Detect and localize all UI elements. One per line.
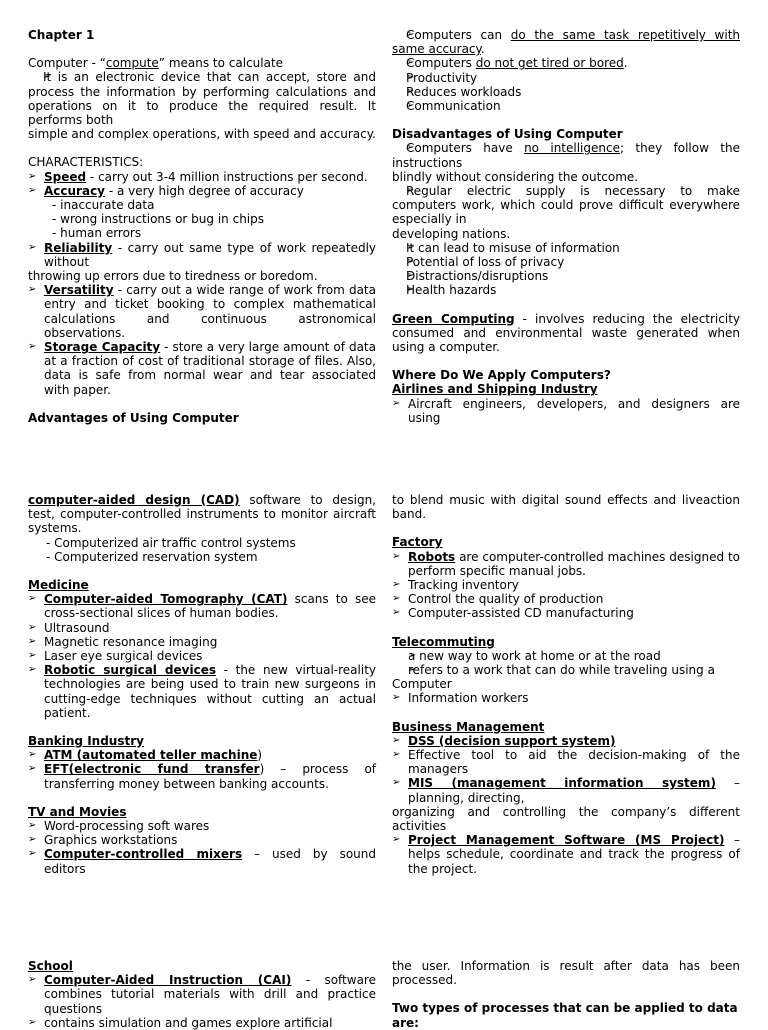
cad-paragraph: computer-aided design (CAD) software to design, test, computer-controlled instruments to monitor aircraft systems. — [28, 493, 376, 536]
accuracy-sub-item: - inaccurate data — [52, 198, 155, 213]
disadvantage-item: ➢ Potential of loss of privacy — [392, 255, 740, 269]
medicine-item: ➢ Laser eye surgical devices — [28, 649, 376, 663]
atm-item: ➢ ATM (automated teller machine) — [28, 748, 376, 762]
medicine-heading: Medicine — [28, 578, 89, 593]
cad-sub-item: - Computerized air traffic control systems — [46, 535, 296, 550]
where-heading: Where Do We Apply Computers? — [392, 368, 611, 383]
factory-item: ➢ Control the quality of production — [392, 592, 740, 606]
power-supply-item: ➢ Regular electric supply is necessary to make computers work, which could prove difficult everywhere especially in — [392, 184, 740, 227]
advantages-heading: Advantages of Using Computer — [28, 410, 239, 425]
same-task-item: ➢ Computers can do the same task repetitively with same accuracy. — [392, 28, 740, 56]
chapter-title: Chapter 1 — [28, 28, 95, 42]
computer-definition: Computer - “compute” means to calculate — [28, 56, 284, 71]
disadvantage-item: ➢ It can lead to misuse of information — [392, 241, 740, 255]
accuracy-sub-item: - human errors — [52, 226, 142, 241]
simulation-item: ➢ contains simulation and games explore artificial — [28, 1016, 376, 1030]
disadvantage-item: ➢ Health hazards — [392, 283, 740, 297]
accuracy-item: ➢ Accuracy - a very high degree of accuracy — [28, 184, 376, 198]
power-supply-continuation: developing nations. — [392, 226, 511, 241]
airlines-item: ➢ Aircraft engineers, developers, and designers are using — [392, 397, 740, 425]
information-text: the user. Information is result after data has been processed. — [392, 959, 740, 988]
robotic-surgical-item: ➢ Robotic surgical devices - the new virtual-reality technologies are being used to train new surgeons in cutting-edge techniques without cutting an actual patient. — [28, 663, 376, 720]
eft-item: ➢ EFT(electronic fund transfer) – process of transferring money between banking accounts. — [28, 762, 376, 790]
versatility-item: ➢ Versatility - carry out a wide range of work from data entry and ticket booking to complex mathematical calculations and continuous astronomical observations. — [28, 283, 376, 340]
factory-item: ➢ Computer-assisted CD manufacturing — [392, 606, 740, 620]
tv-item: ➢ Word-processing soft wares — [28, 819, 376, 833]
tv-item: ➢ Graphics workstations — [28, 833, 376, 847]
speed-item: ➢ Speed - carry out 3-4 million instructions per second. — [28, 170, 376, 184]
definition-bullet: ➢ It is an electronic device that can accept, store and process the information by performing calculations and operations on it to produce the required result. It performs both — [28, 70, 376, 127]
green-computing-paragraph: Green Computing - involves reducing the electricity consumed and environmental waste generated when using a computer. — [392, 311, 741, 355]
advantage-item: ➢ Reduces workloads — [392, 85, 740, 99]
school-heading: School — [28, 959, 73, 973]
advantage-item: ➢ Communication — [392, 99, 740, 113]
tv-heading: TV and Movies — [28, 804, 127, 819]
effective-tool-item: ➢ Effective tool to aid the decision-making of the managers — [392, 748, 740, 776]
block1-right-column — [392, 28, 740, 425]
banking-heading: Banking Industry — [28, 734, 144, 749]
telecommuting-item: ➢ Information workers — [392, 691, 740, 705]
mis-continuation: organizing and controlling the company’s different activities — [392, 804, 740, 834]
telecommuting-item: ➢ refers to a work that can do while traveling using a — [392, 663, 740, 677]
robots-item: ➢ Robots are computer-controlled machines designed to perform specific manual jobs. — [392, 550, 740, 578]
project-management-item: ➢ Project Management Software (MS Project) – helps schedule, coordinate and track the progress of the project. — [392, 833, 740, 876]
reliability-continuation: throwing up errors due to tiredness or boredom. — [28, 269, 318, 284]
telecommuting-continuation: Computer — [392, 677, 452, 692]
cat-item: ➢ Computer-aided Tomography (CAT) scans to see cross-sectional slices of human bodies. — [28, 592, 376, 620]
block2-left-column — [28, 493, 376, 876]
cai-item: ➢ Computer-Aided Instruction (CAI) - software combines tutorial materials with drill and practice questions — [28, 973, 376, 1016]
blend-music-text: to blend music with digital sound effects and liveaction band. — [392, 493, 740, 522]
medicine-item: ➢ Magnetic resonance imaging — [28, 635, 376, 649]
factory-item: ➢ Tracking inventory — [392, 578, 740, 592]
mis-item: ➢ MIS (management information system) – planning, directing, — [392, 776, 740, 804]
telecommuting-item: ➢ a new way to work at home or at the road — [392, 649, 740, 663]
business-heading: Business Management — [392, 719, 545, 734]
characteristics-heading: CHARACTERISTICS: — [28, 155, 144, 170]
block3-right-column — [392, 959, 740, 1030]
reliability-item: ➢ Reliability - carry out same type of work repeatedly without — [28, 241, 376, 269]
no-intelligence-continuation: blindly without considering the outcome. — [392, 169, 639, 184]
airlines-heading: Airlines and Shipping Industry — [392, 382, 598, 397]
block1-left-column — [28, 28, 376, 425]
not-tired-item: ➢ Computers do not get tired or bored. — [392, 56, 740, 70]
cad-sub-item: - Computerized reservation system — [46, 549, 258, 564]
block2-right-column — [392, 493, 740, 876]
disadvantages-heading: Disadvantages of Using Computer — [392, 127, 623, 142]
block3-left-column — [28, 959, 376, 1030]
medicine-item: ➢ Ultrasound — [28, 621, 376, 635]
advantage-item: ➢ Productivity — [392, 71, 740, 85]
mixers-item: ➢ Computer-controlled mixers – used by sound editors — [28, 847, 376, 875]
no-intelligence-item: ➢ Computers have no intelligence; they follow the instructions — [392, 141, 740, 169]
definition-continuation: simple and complex operations, with speed and accuracy. — [28, 127, 376, 142]
two-types-heading: Two types of processes that can be applied to data are: — [392, 1001, 738, 1030]
dss-item: ➢ DSS (decision support system) — [392, 734, 740, 748]
factory-heading: Factory — [392, 535, 443, 550]
storage-item: ➢ Storage Capacity - store a very large amount of data at a fraction of cost of traditional storage of files. Also, data is safe from normal wear and tear associated with paper. — [28, 340, 376, 397]
accuracy-sub-item: - wrong instructions or bug in chips — [52, 212, 264, 227]
telecommuting-heading: Telecommuting — [392, 634, 495, 649]
disadvantage-item: ➢ Distractions/disruptions — [392, 269, 740, 283]
